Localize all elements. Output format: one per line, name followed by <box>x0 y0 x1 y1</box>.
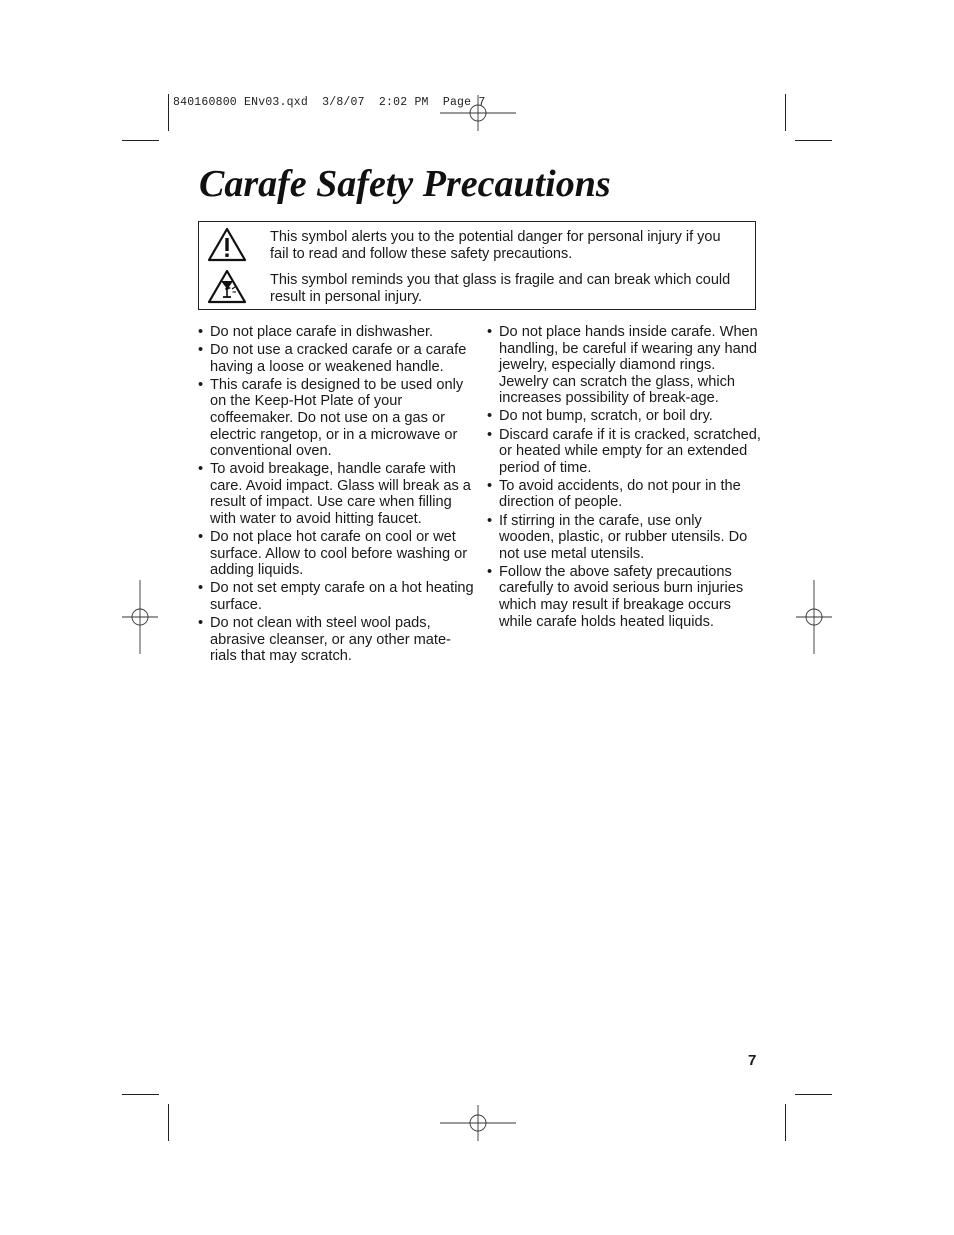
print-slug: 840160800 ENv03.qxd 3/8/07 2:02 PM Page 7 <box>173 96 486 109</box>
registration-mark-icon <box>796 580 832 654</box>
list-item: • To avoid breakage, handle carafe with care. Avoid impact. Glass will break as a result of impact. Use care when filling with water to avoid hitting faucet. <box>198 461 474 527</box>
broken-glass-triangle-icon <box>207 269 247 305</box>
page-number: 7 <box>748 1052 757 1069</box>
crop-mark <box>168 1104 169 1141</box>
list-item: • If stirring in the carafe, use only wooden, plastic, or rubber utensils. Do not use metal utensils. <box>487 513 761 563</box>
registration-mark-icon <box>440 1105 516 1141</box>
list-item: • Do not clean with steel wool pads, abrasive cleanser, or any other mate-rials that may scratch. <box>198 615 474 665</box>
list-item: • This carafe is designed to be used only on the Keep-Hot Plate of your coffeemaker. Do not use on a gas or electric rangetop, or in a microwave or conventional oven. <box>198 377 474 460</box>
crop-mark <box>795 140 832 141</box>
list-item: • To avoid accidents, do not pour in the direction of people. <box>487 478 761 511</box>
page-title: Carafe Safety Precautions <box>199 163 611 205</box>
list-item: • Do not set empty carafe on a hot heating surface. <box>198 580 474 613</box>
registration-mark-icon <box>122 580 158 654</box>
list-item: • Do not bump, scratch, or boil dry. <box>487 408 761 425</box>
safety-notice-box <box>198 221 756 310</box>
precautions-list <box>487 324 761 630</box>
precautions-left-column <box>198 324 474 666</box>
notice-text: This symbol reminds you that glass is fragile and can break which could result in personal injury. <box>270 272 731 305</box>
notice-text: This symbol alerts you to the potential danger for personal injury if you fail to read and follow these safety precautions. <box>270 229 721 262</box>
registration-mark-icon <box>440 95 516 131</box>
list-item: • Do not place hands inside carafe. When handling, be careful if wearing any hand jewelry, especially diamond rings. Jewelry can scratch the glass, which increases possibility of break-age. <box>487 324 761 407</box>
crop-mark <box>785 94 786 131</box>
precautions-right-column <box>487 324 761 632</box>
list-item: • Discard carafe if it is cracked, scratched, or heated while empty for an extended period of time. <box>487 427 761 477</box>
crop-mark <box>795 1094 832 1095</box>
warning-triangle-icon <box>207 227 247 263</box>
crop-mark <box>168 94 169 131</box>
list-item: • Do not place hot carafe on cool or wet surface. Allow to cool before washing or adding liquids. <box>198 529 474 579</box>
crop-mark <box>785 1104 786 1141</box>
precautions-list <box>198 324 474 665</box>
crop-mark <box>122 1094 159 1095</box>
crop-mark <box>122 140 159 141</box>
list-item: • Do not place carafe in dishwasher. <box>198 324 474 341</box>
list-item: • Follow the above safety precautions carefully to avoid serious burn injuries which may result if breakage occurs while carafe holds heated liquids. <box>487 564 761 630</box>
list-item: • Do not use a cracked carafe or a carafe having a loose or weakened handle. <box>198 342 474 375</box>
